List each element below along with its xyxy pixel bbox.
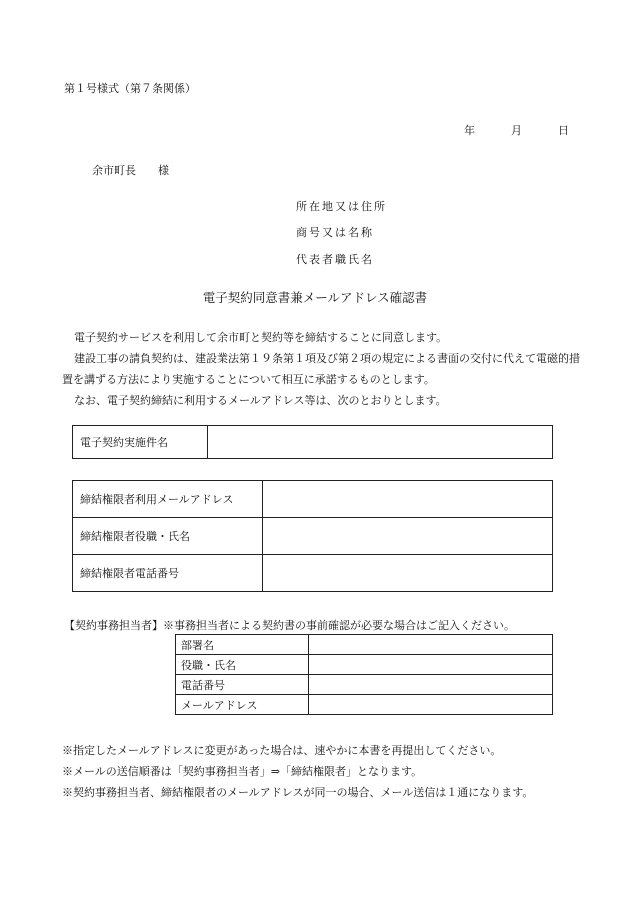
addressee — [92, 162, 169, 178]
table-row — [176, 635, 553, 655]
contact-section-header — [64, 617, 515, 633]
date-day-label: 日 — [558, 124, 569, 137]
contact-department-field[interactable] — [309, 635, 553, 655]
date-month-label: 月 — [511, 124, 522, 137]
applicant-representative-label: 代表者職氏名 — [296, 253, 374, 266]
date-year-label: 年 — [464, 124, 475, 137]
contact-email-label: メールアドレス — [176, 695, 309, 715]
document-title: 電子契約同意書兼メールアドレス確認書 — [202, 290, 428, 305]
notes — [62, 740, 533, 803]
addressee-honorific: 様 — [158, 164, 169, 177]
signatory-table — [72, 480, 553, 592]
contact-phone-label: 電話番号 — [176, 675, 309, 695]
paragraph: 電子契約サービスを利用して余市町と契約等を締結することに同意します。 — [74, 331, 448, 344]
table-row — [73, 481, 553, 518]
contact-name-label: 役職・氏名 — [176, 655, 309, 675]
contract-name-field[interactable] — [208, 426, 553, 459]
contact-section-heading: 【契約事務担当者】 — [64, 619, 163, 632]
contact-section-note: ※事務担当者による契約書の事前確認が必要な場合はご記入ください。 — [163, 619, 515, 632]
contact-department-label: 部署名 — [176, 635, 309, 655]
contract-name-label: 電子契約実施件名 — [73, 426, 208, 459]
table-row — [176, 655, 553, 675]
form-number: 第１号様式（第７条関係） — [64, 82, 196, 95]
signatory-phone-label: 締結権限者電話番号 — [73, 555, 263, 592]
contact-email-field[interactable] — [309, 695, 553, 715]
table-row — [73, 426, 553, 459]
table-row — [176, 695, 553, 715]
signatory-email-label: 締結権限者利用メールアドレス — [73, 481, 263, 518]
contact-table — [175, 634, 553, 715]
table-row — [73, 555, 553, 592]
signatory-phone-field[interactable] — [263, 555, 553, 592]
signatory-email-field[interactable] — [263, 481, 553, 518]
note-item: ※メールの送信順番は「契約事務担当者」⇒「締結権限者」となります。 — [62, 765, 423, 778]
contact-phone-field[interactable] — [309, 675, 553, 695]
addressee-name: 余市町長 — [92, 164, 136, 177]
table-row — [73, 518, 553, 555]
contact-name-field[interactable] — [309, 655, 553, 675]
applicant-address-label: 所在地又は住所 — [296, 200, 387, 213]
applicant-company-label: 商号又は名称 — [296, 226, 374, 239]
paragraph: 建設工事の請負契約は、建設業法第１９条第１項及び第２項の規定による書面の交付に代えて電磁的措置を講ずる方法により実施することについて相互に承諾するものとします。 — [62, 352, 580, 386]
signatory-name-label: 締結権限者役職・氏名 — [73, 518, 263, 555]
signatory-name-field[interactable] — [263, 518, 553, 555]
note-item: ※契約事務担当者、締結権限者のメールアドレスが同一の場合、メール送信は１通になります。 — [62, 786, 534, 799]
note-item: ※指定したメールアドレスに変更があった場合は、速やかに本書を再提出してください。 — [62, 744, 502, 757]
contract-name-table — [72, 425, 553, 459]
table-row — [176, 675, 553, 695]
paragraph: なお、電子契約締結に利用するメールアドレス等は、次のとおりとします。 — [74, 394, 447, 407]
consent-text — [62, 327, 582, 411]
